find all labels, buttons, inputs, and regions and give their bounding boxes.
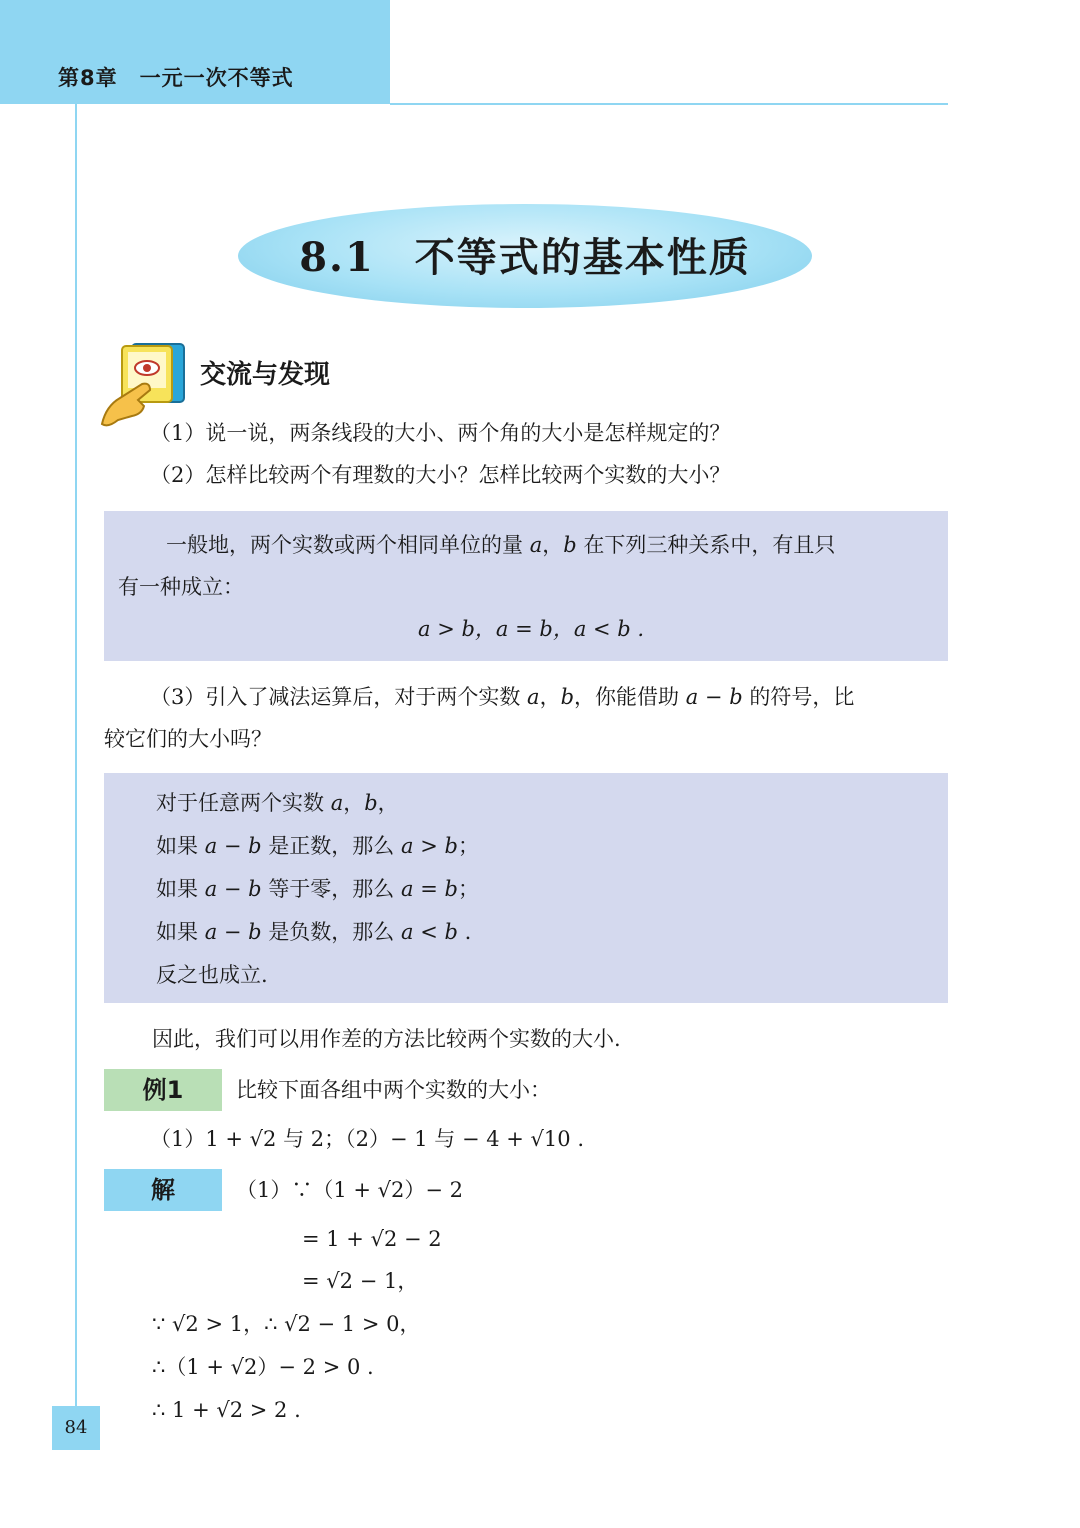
- section-title-text: 不等式的基本性质: [414, 234, 751, 281]
- margin-rule: [75, 104, 77, 1406]
- question-3-line-2: 较它们的大小吗？: [104, 727, 272, 751]
- section-number: 8.1: [299, 234, 375, 281]
- solution-step-6: ∴ 1 + √2 > 2 .: [152, 1398, 301, 1422]
- box2-line-3: 如果 a − b 等于零，那么 a = b；: [156, 877, 479, 901]
- box1-line-1: 一般地，两个实数或两个相同单位的量 a，b 在下列三种关系中，有且只: [166, 533, 836, 557]
- section-heading: 交流与发现: [200, 360, 331, 390]
- section-title: [238, 226, 812, 283]
- conclusion-text: 因此，我们可以用作差的方法比较两个实数的大小.: [152, 1027, 621, 1051]
- box2-line-5: 反之也成立.: [156, 963, 268, 987]
- example-parts: （1）1 + √2 与 2；（2）− 1 与 − 4 + √10 .: [150, 1127, 584, 1151]
- box1-line-2: 有一种成立：: [118, 575, 244, 599]
- question-1: （1）说一说，两条线段的大小、两个角的大小是怎样规定的？: [150, 421, 731, 445]
- box2-line-1: 对于任意两个实数 a，b，: [156, 791, 399, 815]
- example-prompt: 比较下面各组中两个实数的大小：: [236, 1078, 551, 1102]
- question-2: （2）怎样比较两个有理数的大小？怎样比较两个实数的大小？: [150, 463, 731, 487]
- box1-formula: a > b，a = b，a < b .: [418, 617, 645, 641]
- solution-step-4: ∵ √2 > 1，∴ √2 − 1 > 0，: [152, 1312, 421, 1336]
- solution-step-2: = 1 + √2 − 2: [302, 1227, 442, 1251]
- question-3-line-1: （3）引入了减法运算后，对于两个实数 a，b，你能借助 a − b 的符号，比: [150, 685, 855, 709]
- box2-line-4: 如果 a − b 是负数，那么 a < b .: [156, 920, 472, 944]
- example-label: 例1: [104, 1069, 222, 1111]
- solution-label: 解: [104, 1169, 222, 1211]
- solution-step-3: = √2 − 1，: [302, 1269, 419, 1293]
- page-number: 84: [52, 1406, 100, 1450]
- solution-step-1: （1）∵（1 + √2）− 2: [236, 1178, 464, 1202]
- box2-line-2: 如果 a − b 是正数，那么 a > b；: [156, 834, 479, 858]
- chapter-title: 第8章 一元一次不等式: [58, 66, 294, 90]
- solution-step-5: ∴（1 + √2）− 2 > 0 .: [152, 1355, 374, 1379]
- header-rule: [390, 103, 948, 105]
